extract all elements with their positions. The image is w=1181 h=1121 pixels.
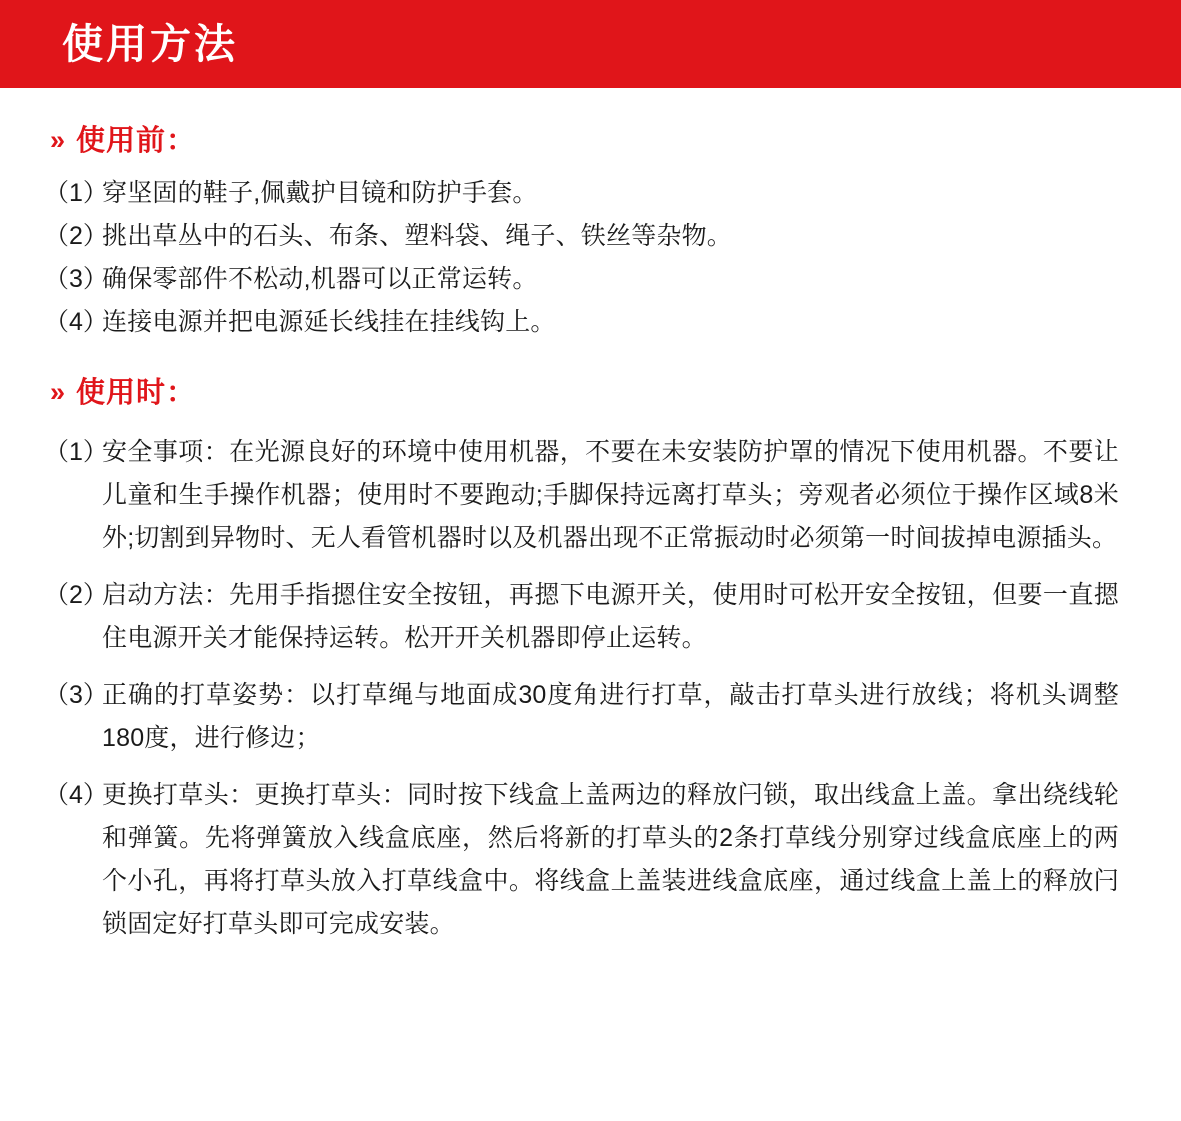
- list-item-text: 安全事项：在光源良好的环境中使用机器，不要在未安装防护罩的情况下使用机器。不要让儿童和生手操作机器；使用时不要跑动;手脚保持远离打草头；旁观者必须位于操作区域8米外;切割到异物时、无人看管机器时以及机器出现不正常振动时必须第一时间拔掉电源插头。: [102, 437, 1119, 552]
- list-item-text: 正确的打草姿势：以打草绳与地面成30度角进行打草，敲击打草头进行放线；将机头调整180度，进行修边；: [102, 680, 1119, 752]
- list-item-text: 连接电源并把电源延长线挂在挂线钩上。: [102, 307, 556, 336]
- list-item-text: 穿坚固的鞋子,佩戴护目镜和防护手套。: [102, 178, 538, 207]
- list-item-text: 确保零部件不松动,机器可以正常运转。: [102, 264, 538, 293]
- before-use-list: [44, 172, 1137, 344]
- list-item-marker: （2）: [44, 580, 108, 609]
- list-item-marker: （4）: [44, 780, 108, 809]
- list-item-text: 更换打草头：更换打草头：同时按下线盒上盖两边的释放闩锁，取出线盒上盖。拿出绕线轮和弹簧。先将弹簧放入线盒底座，然后将新的打草头的2条打草线分别穿过线盒底座上的两个小孔，再将打草头放入打草线盒中。将线盒上盖装进线盒底座，通过线盒上盖上的释放闩锁固定好打草头即可完成安装。: [102, 780, 1119, 938]
- list-item: [44, 567, 1137, 667]
- page-content: [0, 88, 1181, 1009]
- page-header-band: [0, 0, 1181, 88]
- section-before-use: [44, 126, 1137, 344]
- section-during-use: [44, 378, 1137, 953]
- list-item: [44, 424, 1137, 567]
- list-item: [44, 667, 1137, 767]
- list-item-marker: （4）: [44, 307, 108, 336]
- double-chevron-right-icon: »: [50, 377, 67, 408]
- list-item-marker: （3）: [44, 264, 108, 293]
- list-item-marker: （2）: [44, 221, 108, 250]
- list-item: [44, 301, 1137, 344]
- double-chevron-right-icon: »: [50, 125, 67, 156]
- during-use-list: [44, 424, 1137, 953]
- section-heading-before-use: [50, 126, 1137, 158]
- section-heading-label: 使用前：: [76, 125, 197, 157]
- list-item: [44, 172, 1137, 215]
- list-item: [44, 215, 1137, 258]
- list-item-text: 挑出草丛中的石头、布条、塑料袋、绳子、铁丝等杂物。: [102, 221, 733, 250]
- section-heading-label: 使用时：: [76, 376, 197, 409]
- list-item: [44, 767, 1137, 953]
- list-item-marker: （3）: [44, 680, 108, 709]
- section-heading-during-use: [50, 378, 1137, 410]
- page-title: 使用方法: [62, 20, 238, 67]
- list-item-marker: （1）: [44, 437, 108, 466]
- list-item-marker: （1）: [44, 178, 108, 207]
- list-item: [44, 258, 1137, 301]
- list-item-text: 启动方法：先用手指摁住安全按钮，再摁下电源开关，使用时可松开安全按钮，但要一直摁住电源开关才能保持运转。松开开关机器即停止运转。: [102, 580, 1119, 652]
